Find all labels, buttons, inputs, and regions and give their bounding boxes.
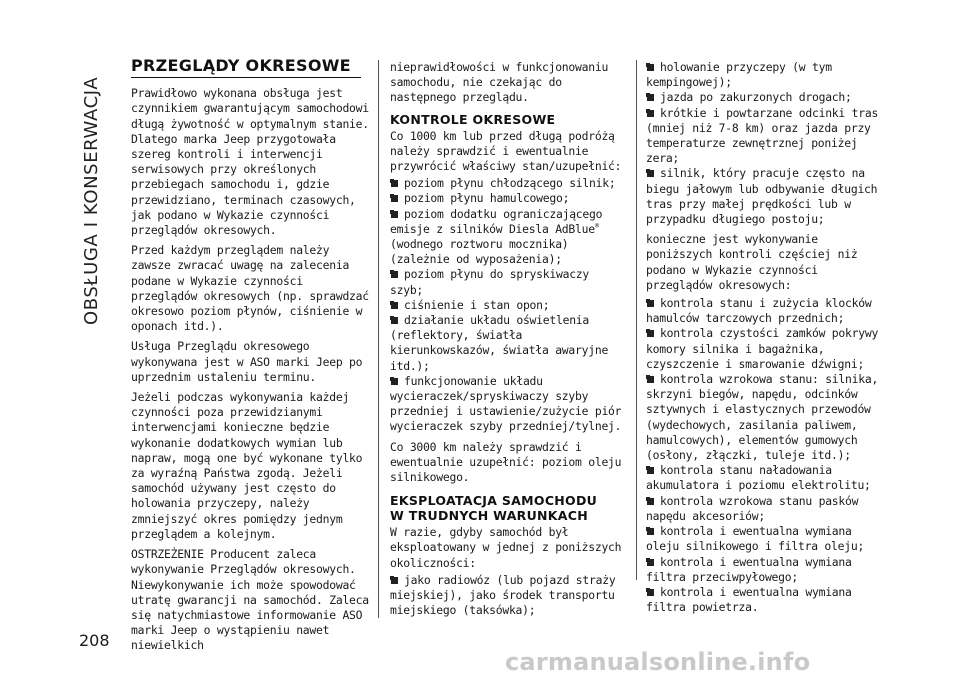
bullet-icon (646, 300, 656, 307)
list-item: silnik, który pracuje często na biegu jałowym lub odbywanie długich tras przy małej prędkości lub w przypadku długiego postoju; (646, 166, 878, 227)
chapter-title-text: OBSŁUGA I KONSERWACJA (81, 76, 102, 325)
paragraph: Co 1000 km lub przed długą podróżą należy sprawdzić i ewentualnie przywrócić właściwy stan/uzupełnić: (390, 128, 622, 174)
column-3 (646, 60, 880, 615)
section-heading-eksploatacja: EKSPLOATACJA SAMOCHODU (390, 493, 598, 509)
paragraph: Co 3000 km należy sprawdzić i ewentualnie uzupełnić: poziom oleju silnikowego. (390, 439, 622, 485)
bullet-icon (646, 589, 656, 596)
list-item: funkcjonowanie układu wycieraczek/spryskiwaczy szyby przedniej i ustawienie/zużycie piór wycieraczek szyby przedniej/tylnej. (390, 373, 622, 434)
bullet-icon (390, 577, 400, 584)
list-item: kontrola i ewentualna wymiana oleju silnikowego i filtra oleju; (646, 524, 865, 554)
list-item: kontrola i ewentualna wymiana filtra przeciwpyłowego; (646, 554, 852, 584)
column-divider-2 (636, 60, 637, 580)
bullet-icon (646, 110, 656, 117)
paragraph: W razie, gdyby samochód był eksploatowany w jednej z poniższych okoliczności: (390, 525, 622, 570)
bullet-icon (390, 195, 400, 202)
bullet-icon (646, 94, 656, 101)
bullet-icon (646, 376, 656, 383)
watermark: carmanualsonline.info (505, 648, 811, 676)
list-item: krótkie i powtarzane odcinki tras (mniej niż 7-8 km) oraz jazda przy temperaturze zewnętrznej poniżej zera; (646, 105, 879, 166)
list-item: kontrola wzrokowa stanu: silnika, skrzyni biegów, napędu, odcinków sztywnych i elastycznych przewodów (wydechowych, zasilania paliwem, hamulcowych), elementów gumowych (osłony, złączki, tuleje itd.); (646, 372, 879, 463)
list-item: poziom płynu hamulcowego; (390, 191, 626, 206)
section-heading-przeglady: PRZEGLĄDY OKRESOWE (131, 58, 361, 78)
bullet-icon (646, 498, 656, 505)
bullet-icon (646, 467, 656, 474)
column-1 (131, 58, 369, 659)
bullet-icon (390, 317, 400, 324)
page-number: 208 (79, 631, 110, 650)
column-2 (390, 60, 626, 619)
list-item: jazda po zakurzonych drogach; (646, 90, 880, 105)
list-item: kontrola stanu i zużycia klocków hamulców tarczowych przednich; (646, 296, 872, 326)
warning-paragraph: OSTRZEŻENIE Producent zaleca wykonywanie Przeglądów okresowych. Niewykonywanie ich może spowodować utratę gwarancji na samochód. Zaleca się natychmiastowe informowanie ASO marki Jeep o wystąpieniu nawet niewielkich (131, 547, 369, 653)
bullet-icon (390, 302, 400, 309)
bullet-icon (646, 64, 656, 71)
list-item: kontrola i ewentualna wymiana filtra powietrza. (646, 584, 852, 615)
paragraph: Przed każdym przeglądem należy zawsze zwracać uwagę na zalecenia podane w Wykazie czynności przeglądów okresowych (np. sprawdzać okresowo poziom płynów, ciśnienie w oponach itd.). (131, 243, 369, 334)
list-item: poziom płynu chłodzącego silnik; (390, 176, 626, 191)
paragraph: konieczne jest wykonywanie poniższych kontroli częściej niż podano w Wykazie czynności przeglądów okresowych: (646, 232, 858, 292)
bullet-icon (390, 211, 400, 218)
section-heading-eksploatacja-2: W TRUDNYCH WARUNKACH (390, 508, 589, 524)
bullet-icon (390, 271, 400, 278)
list-item: kontrola wzrokowa stanu pasków napędu akcesoriów; (646, 493, 859, 523)
paragraph: Usługa Przeglądu okresowego wykonywana jest w ASO marki Jeep po uprzednim ustaleniu terminu. (131, 339, 363, 384)
paragraph: nieprawidłowości w funkcjonowaniu samochodu, nie czekając do następnego przeglądu. (390, 60, 609, 105)
bullet-icon (646, 528, 656, 535)
list-item: holowanie przyczepy (w tym kempingowej); (646, 60, 832, 90)
list-item: poziom płynu do spryskiwaczy szyb; (390, 267, 590, 297)
list-item: kontrola stanu naładowania akumulatora i poziomu elektrolitu; (646, 463, 871, 493)
list-item: poziom dodatku ograniczającego emisje z silników Diesla AdBlue® (wodnego roztworu mocznika) (zależnie od wyposażenia); (390, 206, 603, 267)
column-divider-1 (378, 60, 379, 618)
paragraph: Jeżeli podczas wykonywania każdej czynności poza przewidzianymi interwencjami konieczne będzie wykonanie dodatkowych wymian lub napraw, mogą one być wykonane tylko za wyraźną Państwa zgodą. Jeżeli samochód używany jest często do holowania przyczepy, należy zmniejszyć okres pomiędzy jednym przeglądem a kolejnym. (131, 390, 363, 541)
section-heading-kontrole: KONTROLE OKRESOWE (390, 111, 556, 127)
paragraph: Prawidłowo wykonana obsługa jest czynnikiem gwarantującym samochodowi długą żywotność w optymalnym stanie. Dlatego marka Jeep przygotowała szereg kontroli i interwencji serwisowych przy określonych przebiegach samochodu i, gdzie przewidziano, terminach czasowych, jak podano w Wykazie czynności przeglądów okresowych. (131, 86, 369, 238)
list-item: jako radiowóz (lub pojazd straży miejskiej), jako środek transportu miejskiego (taksówka); (390, 572, 616, 618)
list-item: kontrola czystości zamków pokrywy komory silnika i bagażnika, czyszczenie i smarowanie dźwigni; (646, 326, 879, 371)
bullet-icon (390, 180, 400, 187)
list-item: ciśnienie i stan opon; (390, 298, 626, 313)
bullet-icon (646, 170, 656, 177)
bullet-icon (646, 330, 656, 337)
registered-mark: ® (594, 222, 599, 231)
list-item: działanie układu oświetlenia (reflektory, światła kierunkowskazów, światła awaryjne itd.); (390, 313, 609, 373)
bullet-icon (390, 378, 400, 385)
bullet-icon (646, 559, 656, 566)
